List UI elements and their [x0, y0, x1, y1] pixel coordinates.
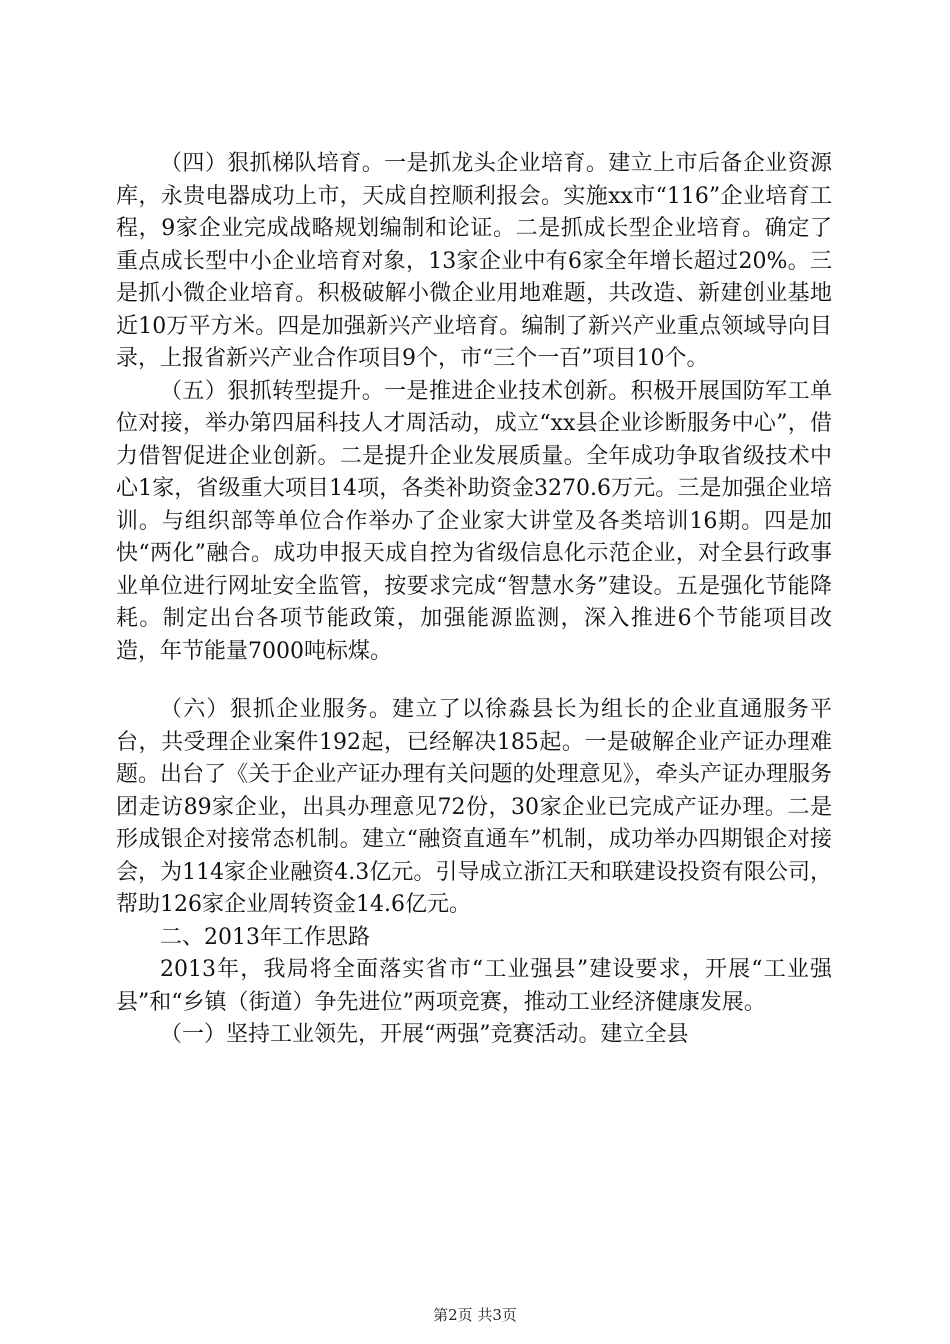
paragraph-ladder-cultivation: （四）狠抓梯队培育。一是抓龙头企业培育。建立上市后备企业资源库，永贵电器成功上市，天成自控顺利报会。实施xx市“116”企业培育工程，9家企业完成战略规划编制和论证。二是抓成长型企业培育。确定了重点成长型中小企业培育对象，13家企业中有6家全年增长超过20%。三是抓小微企业培育。积极破解小微企业用地难题，共改造、新建创业基地近10万平方米。四是加强新兴产业培育。编制了新兴产业重点领域导向目录，上报省新兴产业合作项目9个，市“三个一百”项目10个。: [116, 151, 832, 371]
paragraph-industry-lead: （一）坚持工业领先，开展“两强”竞赛活动。建立全县: [160, 1022, 689, 1047]
page-footer: 第2页 共3页: [433, 1306, 517, 1324]
paragraph-transformation: （五）狠抓转型提升。一是推进企业技术创新。积极开展国防军工单位对接，举办第四届科技人才周活动，成立“xx县企业诊断服务中心”，借力借智促进企业创新。二是提升企业发展质量。全年成功争取省级技术中心1家，省级重大项目14项，各类补助资金3270.6万元。三是加强企业培训。与组织部等单位合作举办了企业家大讲堂及各类培训16期。四是加快“两化”融合。成功申报天成自控为省级信息化示范企业，对全县行政事业单位进行网址安全监管，按要求完成“智慧水务”建设。五是强化节能降耗。制定出台各项节能政策，加强能源监测，深入推进6个节能项目改造，年节能量7000吨标煤。: [116, 378, 832, 664]
section-heading-2013-plan: 二、2013年工作思路: [160, 924, 370, 950]
paragraph-enterprise-service: （六）狠抓企业服务。建立了以徐淼县长为组长的企业直通服务平台，共受理企业案件192起，已经解决185起。一是破解企业产证办理难题。出台了《关于企业产证办理有关问题的处理意见》，牵头产证办理服务团走访89家企业，出具办理意见72份，30家企业已完成产证办理。二是形成银企对接常态机制。建立“融资直通车”机制，成功举办四期银企对接会，为114家企业融资4.3亿元。引导成立浙江天和联建设投资有限公司，帮助126家企业周转资金14.6亿元。: [116, 697, 832, 917]
document-body: [116, 148, 832, 1052]
paragraph-2013-intro: 2013年，我局将全面落实省市“工业强县”建设要求，开展“工业强县”和“乡镇（街道）争先进位”两项竞赛，推动工业经济健康发展。: [116, 957, 832, 1015]
paragraph-gap: [116, 668, 832, 694]
